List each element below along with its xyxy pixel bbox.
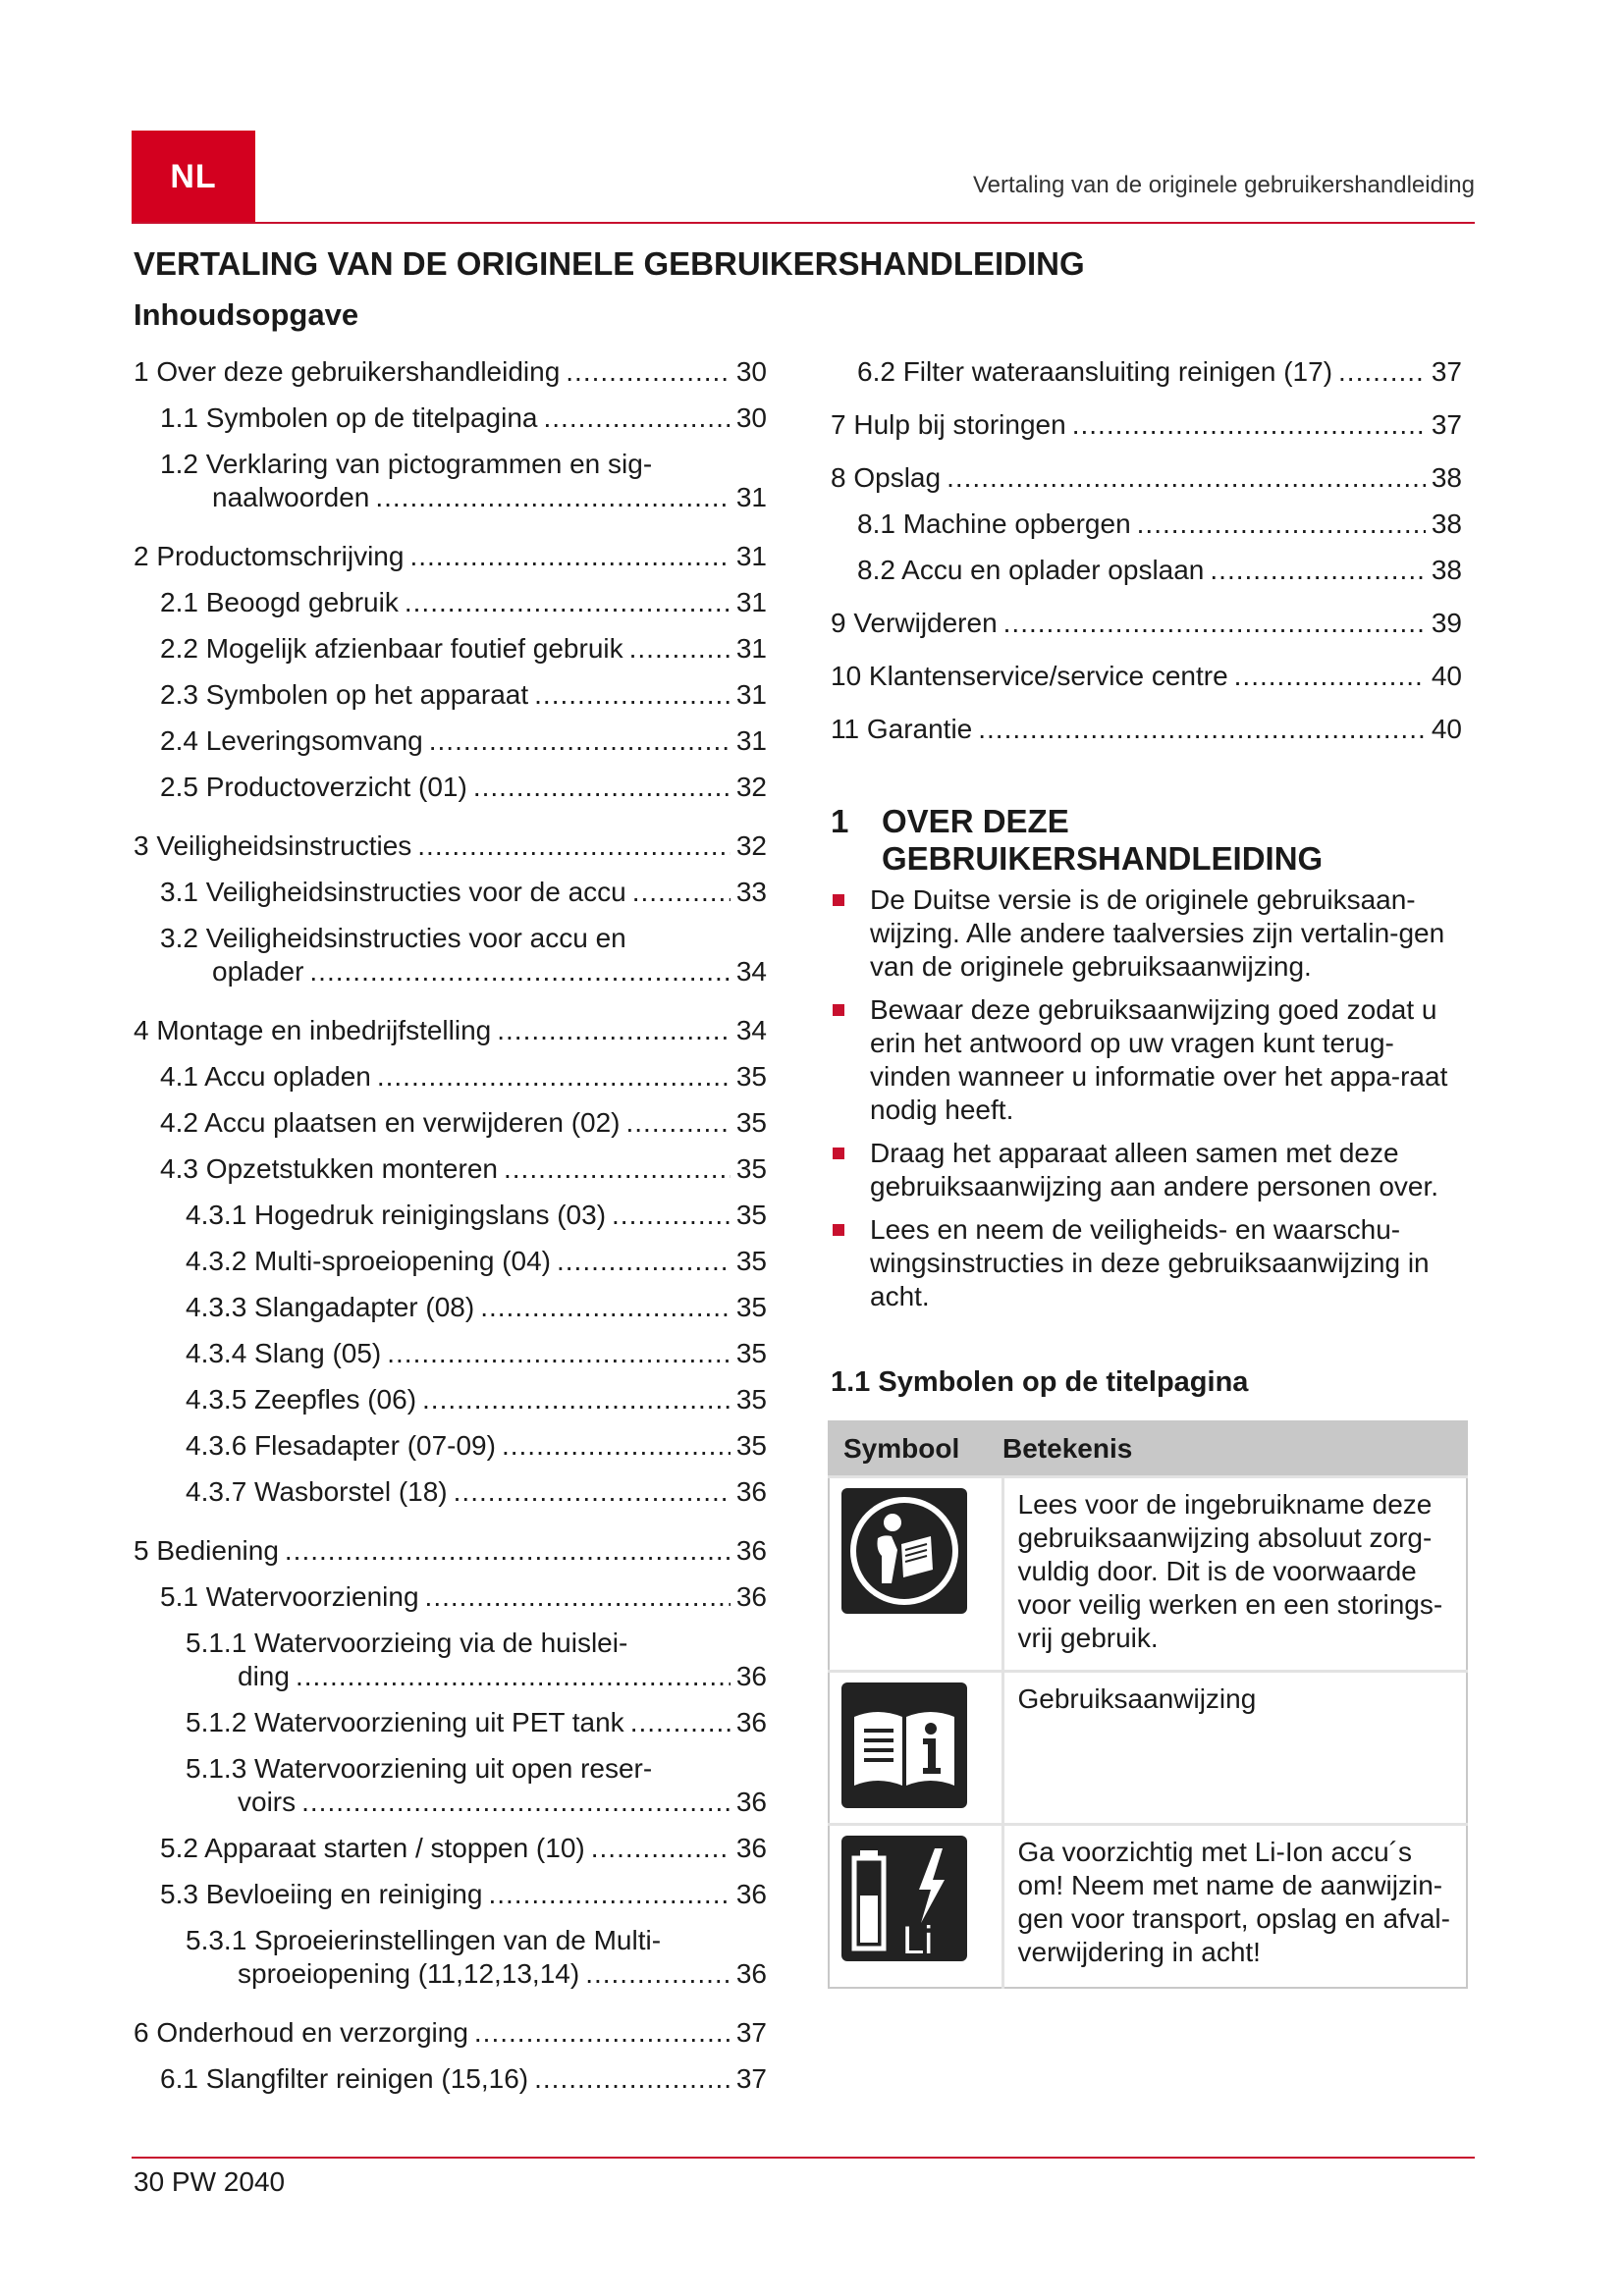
li-ion-battery-icon [841, 1836, 967, 1961]
toc-entry[interactable]: 5 Bediening ..... 36 [134, 1534, 767, 1568]
toc-entry[interactable]: 4.3.6 Flesadapter (07-09) ..... 35 [134, 1429, 767, 1463]
toc-right-column [831, 355, 1462, 759]
toc-heading: Inhoudsopgave [134, 297, 359, 332]
toc-entry[interactable]: 2.1 Beoogd gebruik ..... 31 [134, 586, 767, 619]
toc-entry[interactable]: 11 Garantie ..... 40 [831, 713, 1462, 746]
list-item: Lees en neem de veiligheids- en waarschu-wingsinstructies in deze gebruiksaanwijzing in acht. [831, 1213, 1469, 1313]
toc-entry[interactable]: 2.2 Mogelijk afzienbaar foutief gebruik ..... 31 [134, 632, 767, 666]
document-title: VERTALING VAN DE ORIGINELE GEBRUIKERSHANDLEIDING [134, 245, 1085, 282]
toc-entry[interactable]: 2.3 Symbolen op het apparaat ..... 31 [134, 678, 767, 712]
toc-entry[interactable]: 5.3.1 Sproeierinstellingen van de Multi- sproeiopening (11,12,13,14) ..... 36 [134, 1924, 767, 1991]
section-bullet-list [831, 883, 1469, 1323]
toc-entry[interactable]: 4.2 Accu plaatsen en verwijderen (02) ..... 35 [134, 1106, 767, 1140]
toc-entry[interactable]: 10 Klantenservice/service centre ..... 40 [831, 660, 1462, 693]
column-header-symbol: Symbool [829, 1421, 1002, 1477]
toc-entry[interactable]: 2 Productomschrijving ..... 31 [134, 540, 767, 573]
column-header-meaning: Betekenis [1002, 1421, 1467, 1477]
table-row [829, 1825, 1467, 1989]
toc-entry[interactable]: 5.1.1 Watervoorzieing via de huislei- ding ..... 36 [134, 1627, 767, 1693]
list-item: De Duitse versie is de originele gebruiksaan-wijzing. Alle andere taalversies zijn vertalin-gen van de originele gebruiksaanwijzing. [831, 883, 1469, 984]
bullet-square-icon [833, 1224, 844, 1236]
subsection-heading: 1.1 Symbolen op de titelpagina [831, 1366, 1249, 1398]
toc-entry[interactable]: 4.3.2 Multi-sproeiopening (04) ..... 35 [134, 1245, 767, 1278]
read-manual-icon [841, 1488, 967, 1614]
toc-entry[interactable]: 4.3.1 Hogedruk reinigingslans (03) ..... 35 [134, 1199, 767, 1232]
table-row [829, 1477, 1467, 1672]
toc-entry[interactable]: 3 Veiligheidsinstructies ..... 32 [134, 829, 767, 863]
toc-entry[interactable]: 7 Hulp bij storingen ..... 37 [831, 408, 1462, 442]
toc-entry[interactable]: 8 Opslag ..... 38 [831, 461, 1462, 495]
toc-entry[interactable]: 4.3.3 Slangadapter (08) ..... 35 [134, 1291, 767, 1324]
toc-entry[interactable]: 1 Over deze gebruikershandleiding ..... 30 [134, 355, 767, 389]
bullet-square-icon [833, 1148, 844, 1159]
li-label: Li [902, 1919, 934, 1962]
toc-entry[interactable]: 4.3.4 Slang (05) ..... 35 [134, 1337, 767, 1370]
toc-entry[interactable]: 6.2 Filter wateraansluiting reinigen (17) ..... 37 [831, 355, 1462, 389]
toc-entry[interactable]: 6 Onderhoud en verzorging ..... 37 [134, 2016, 767, 2050]
toc-entry[interactable]: 4.1 Accu opladen ..... 35 [134, 1060, 767, 1094]
info-manual-icon [841, 1682, 967, 1808]
table-row [829, 1672, 1467, 1825]
page-footer: 30 PW 2040 [134, 2166, 286, 2197]
toc-entry[interactable]: 5.1.3 Watervoorziening uit open reser- voirs ..... 36 [134, 1752, 767, 1819]
toc-entry[interactable]: 4 Montage en inbedrijfstelling ..... 34 [134, 1014, 767, 1047]
toc-entry[interactable]: 3.2 Veiligheidsinstructies voor accu en oplader ..... 34 [134, 922, 767, 988]
symbol-meaning: Ga voorzichtig met Li-Ion accu´s om! Neem met name de aanwijzin-gen voor transport, opslag en afval-verwijdering in acht! [1002, 1825, 1467, 1989]
toc-left-column [134, 355, 767, 2109]
toc-entry[interactable]: 8.1 Machine opbergen ..... 38 [831, 507, 1462, 541]
bullet-square-icon [833, 894, 844, 906]
toc-entry[interactable]: 4.3.5 Zeepfles (06) ..... 35 [134, 1383, 767, 1416]
footer-divider [132, 2157, 1475, 2159]
toc-entry[interactable]: 4.3 Opzetstukken monteren ..... 35 [134, 1152, 767, 1186]
toc-entry[interactable]: 1.2 Verklaring van pictogrammen en sig- naalwoorden ..... 31 [134, 448, 767, 514]
list-item: Draag het apparaat alleen samen met deze gebruiksaanwijzing aan andere personen over. [831, 1137, 1469, 1203]
symbol-meaning: Gebruiksaanwijzing [1002, 1672, 1467, 1825]
toc-entry[interactable]: 5.2 Apparaat starten / stoppen (10) ..... 36 [134, 1832, 767, 1865]
toc-entry[interactable]: 1.1 Symbolen op de titelpagina ..... 30 [134, 401, 767, 435]
toc-entry[interactable]: 5.1.2 Watervoorziening uit PET tank ..... 36 [134, 1706, 767, 1739]
toc-entry[interactable]: 5.3 Bevloeiing en reiniging ..... 36 [134, 1878, 767, 1911]
toc-entry[interactable]: 6.1 Slangfilter reinigen (15,16) ..... 37 [134, 2062, 767, 2096]
language-tab: NL [132, 131, 255, 224]
list-item: Bewaar deze gebruiksaanwijzing goed zodat u erin het antwoord op uw vragen kunt terug-vinden wanneer u informatie over het appa-raat nodig heeft. [831, 993, 1469, 1127]
bullet-square-icon [833, 1004, 844, 1016]
running-header-title: Vertaling van de originele gebruikershandleiding [972, 172, 1475, 198]
header-divider [132, 222, 1475, 224]
toc-entry[interactable]: 8.2 Accu en oplader opslaan ..... 38 [831, 554, 1462, 587]
toc-entry[interactable]: 4.3.7 Wasborstel (18) ..... 36 [134, 1475, 767, 1509]
toc-entry[interactable]: 9 Verwijderen ..... 39 [831, 607, 1462, 640]
section-heading: 1 OVER DEZE GEBRUIKERSHANDLEIDING [831, 803, 1324, 877]
toc-entry[interactable]: 3.1 Veiligheidsinstructies voor de accu ..... 33 [134, 876, 767, 909]
symbol-table [828, 1420, 1468, 1989]
toc-entry[interactable]: 2.4 Leveringsomvang ..... 31 [134, 724, 767, 758]
toc-entry[interactable]: 5.1 Watervoorziening ..... 36 [134, 1580, 767, 1614]
toc-entry[interactable]: 2.5 Productoverzicht (01) ..... 32 [134, 771, 767, 804]
symbol-meaning: Lees voor de ingebruikname deze gebruiksaanwijzing absoluut zorg-vuldig door. Dit is de voorwaarde voor veilig werken en een storings-vrij gebruik. [1002, 1477, 1467, 1672]
